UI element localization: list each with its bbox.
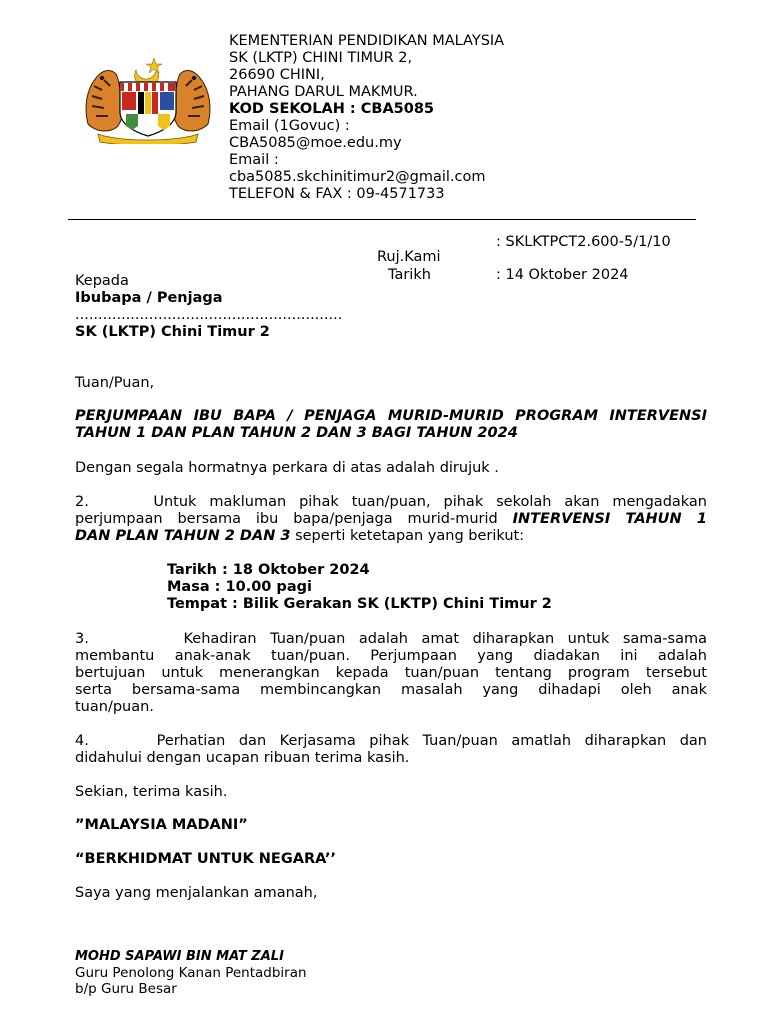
- para3-line-3: bertujuan untuk menerangkan kepada tuan/puan tentang program tersebut: [75, 665, 707, 681]
- para3-line-2: membantu anak-anak tuan/puan. Perjumpaan yang diadakan ini adalah: [75, 648, 707, 664]
- paragraph-1: Dengan segala hormatnya perkara di atas adalah dirujuk .: [75, 460, 499, 476]
- para2-line-2: [75, 511, 707, 528]
- para4-line-2: didahului dengan ucapan ribuan terima kasih.: [75, 750, 410, 766]
- signature-block: [75, 948, 307, 997]
- reference-label: Ruj.Kami: [377, 249, 441, 265]
- sign-off: Saya yang menjalankan amanah,: [75, 885, 318, 901]
- letter-subject: [75, 408, 707, 442]
- phone-fax: TELEFON & FAX : 09-4571733: [229, 186, 445, 202]
- para3-line-1: 3. Kehadiran Tuan/puan adalah amat diharapkan untuk sama-sama: [75, 631, 707, 647]
- motto-malaysia-madani: ”MALAYSIA MADANI”: [75, 817, 248, 833]
- letterhead: [229, 33, 504, 203]
- para3-line-5: tuan/puan.: [75, 699, 154, 715]
- meeting-date: Tarikh : 18 Oktober 2024: [167, 562, 370, 578]
- recipient-name: Ibubapa / Penjaga: [75, 290, 223, 306]
- para2-line-3-bold: DAN PLAN TAHUN 2 DAN 3: [75, 528, 291, 544]
- date-label: Tarikh: [388, 267, 431, 283]
- meeting-details: [167, 562, 552, 613]
- para3-line-4: serta bersama-sama membincangkan masalah yang dihadapi oleh anak: [75, 682, 707, 698]
- state: PAHANG DARUL MAKMUR.: [229, 84, 418, 100]
- meeting-place: Tempat : Bilik Gerakan SK (LKTP) Chini Timur 2: [167, 596, 552, 612]
- email2-label: Email :: [229, 152, 279, 168]
- para2-line-3: [75, 528, 707, 545]
- closing-remark: Sekian, terima kasih.: [75, 784, 228, 800]
- paragraph-2: [75, 494, 707, 545]
- signatory-name: MOHD SAPAWI BIN MAT ZALI: [75, 949, 284, 964]
- recipient-to: Kepada: [75, 273, 129, 289]
- signatory-title: Guru Penolong Kanan Pentadbiran: [75, 965, 307, 981]
- signatory-behalf: b/p Guru Besar: [75, 981, 177, 997]
- para2-line-2-bold: INTERVENSI TAHUN 1: [512, 511, 708, 527]
- meeting-time: Masa : 10.00 pagi: [167, 579, 312, 595]
- para2-line-2-text: perjumpaan bersama ibu bapa/penjaga murid-murid: [75, 511, 513, 527]
- recipient-dots: ..........................................................: [75, 307, 343, 323]
- letter-date: : 14 Oktober 2024: [496, 267, 629, 283]
- postcode-city: 26690 CHINI,: [229, 67, 325, 83]
- subject-line-2: TAHUN 1 DAN PLAN TAHUN 2 DAN 3 BAGI TAHUN 2024: [75, 425, 518, 441]
- email1-address: CBA5085@moe.edu.my: [229, 135, 402, 151]
- school-code: KOD SEKOLAH : CBA5085: [229, 101, 435, 117]
- reference-number: : SKLKTPCT2.600-5/1/10: [496, 234, 671, 250]
- school-name: SK (LKTP) CHINI TIMUR 2,: [229, 50, 413, 66]
- ministry-name: KEMENTERIAN PENDIDIKAN MALAYSIA: [229, 33, 505, 49]
- paragraph-4: [75, 733, 707, 767]
- para4-line-1: 4. Perhatian dan Kerjasama pihak Tuan/puan amatlah diharapkan dan: [75, 733, 707, 749]
- para2-line-3-text: seperti ketetapan yang berikut:: [290, 528, 525, 544]
- malaysia-coat-of-arms-icon: [78, 56, 218, 144]
- email1-label: Email (1Govuc) :: [229, 118, 350, 134]
- recipient-school: SK (LKTP) Chini Timur 2: [75, 324, 270, 340]
- para2-line-1: 2. Untuk makluman pihak tuan/puan, pihak sekolah akan mengadakan: [75, 494, 707, 510]
- salutation: Tuan/Puan,: [75, 375, 155, 391]
- recipient-block: [75, 273, 342, 341]
- email2-address: cba5085.skchinitimur2@gmail.com: [229, 169, 486, 185]
- header-divider: [68, 219, 696, 220]
- subject-line-1: PERJUMPAAN IBU BAPA / PENJAGA MURID-MURID PROGRAM INTERVENSI: [75, 408, 707, 424]
- paragraph-3: [75, 631, 707, 716]
- motto-berkhidmat: “BERKHIDMAT UNTUK NEGARA’’: [75, 851, 337, 867]
